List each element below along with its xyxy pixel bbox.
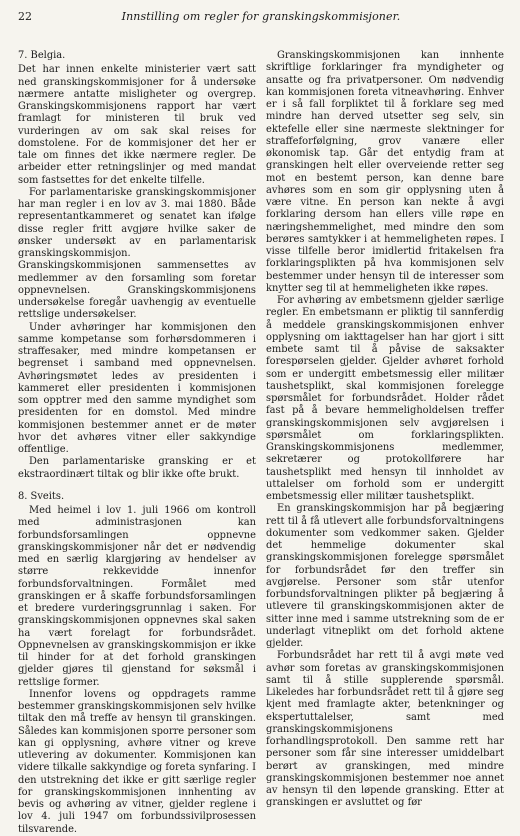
left-column — [18, 50, 256, 836]
paragraph: Innenfor lovens og oppdragets ramme bestemmer granskingskommisjonen selv hvilke tiltak den må treffe av hensyn til granskingen. Således kan kommisjonen sporre personer som kan gi opplysning, avhøre vitner og kreve utlevering av dokumenter. Kommisjonen kan videre tilkalle sakkyndige og foreta synfaring. I den utstrekning det ikke er gitt særlige regler for granskingskommisjonen innhenting av bevis og avhøring av vitner, gjelder reglene i lov 4. juli 1947 om forbundssivilprosessen tilsvarende. — [18, 688, 256, 835]
running-title: Innstilling om regler for granskingskommisjoner. — [121, 10, 401, 23]
paragraph: En granskingskommisjon har på begjæring rett til å få utlevert alle forbundsforvaltningens dokumenter som vedkommer saken. Gjelder det hemmelige dokumenter skal granskingskommisjonen forelegge spørsmålet for forbundsrådet før den treffer sin avgjørelse. Personer som står utenfor forbundsforvaltningen plikter på begjæring å utlevere til granskingskommisjonen akter de sitter inne med i samme utstrekning som de er underlagt vitneplikt om det forhold aktene gjelder. — [266, 503, 504, 649]
paragraph: Med heimel i lov 1. juli 1966 om kontroll med administrasjonen kan forbundsforsamlingen oppnevne granskingskommisjoner når det er nødvendig med en særlig klargjøring av hendelser av større rekkevidde innenfor forbundsforvaltningen. Formålet med granskingen er å skaffe forbundsforsamlingen et bredere vurderingsgrunnlag i saken. For granskingskommisjonen oppnevnes skal saken ha vært forelagt for forbundsrådet. Oppnevnelsen av granskingskommisjon er ikke til hinder for at det forhold granskingen gjelder gjøres til gjenstand for søksmål i rettslige former. — [18, 505, 256, 688]
paragraph: Granskingskommisjonen kan innhente skriftlige forklaringer fra myndigheter og ansatte og fra privatpersoner. Om nødvendig kan kommisjonen foreta vitneavhøring. Enhver er i så fall forpliktet til å forklare seg med mindre han derved utsetter seg selv, sin ektefelle eller sine nærmeste slektninger for straffeforfølgning, grov vanære eller økonomisk tap. Går det entydig fram at granskingen helt eller overveiende retter seg mot en bestemt person, kan denne bare avhøres som en som gir opplysning uten å være vitne. En person kan nekte å avgi forklaring dersom han ellers ville røpe en næringshemmelighet, med mindre den som berøres samtykker i at hemmeligheten røpes. I visse tilfelle beror imidlertid fritakelsen fra forklaringsplikten på hva kommisjonen selv bestemmer under hensyn til de interesser som knytter seg til at hemmeligheten ikke røpes. — [266, 50, 504, 294]
right-column — [266, 50, 504, 836]
paragraph: Under avhøringer har kommisjonen den samme kompetanse som forhørsdommeren i straffesaker, med mindre kompetansen er begrenset i samband med oppnevnelsen. Avhøringsmøtet ledes av presidenten i kammeret eller presidenten i kommisjonen som opptrer med den samme myndighet som presidenten for en domstol. Med mindre kommisjonen bestemmer annet er de møter hvor det avhøres vitner eller sakkyndige offentlige. — [18, 321, 256, 455]
section-heading-sveits: 8. Sveits. — [18, 490, 65, 502]
paragraph: Den parlamentariske gransking er et ekstraordinært tiltak og blir ikke ofte brukt. — [18, 456, 256, 480]
text-columns — [18, 50, 504, 836]
paragraph: Forbundsrådet har rett til å avgi møte ved avhør som foretas av granskingskommisjonen samt til å stille supplerende spørsmål. Likeledes har forbundsrådet rett til å gjøre seg kjent med framlagte akter, betenkninger og ekspertuttalelser, samt med granskingskommisjonens forhandlingsprotokoll. Den samme rett har personer som får sine interesser umiddelbart berørt av granskingen, med mindre granskingskommisjonen bestemmer noe annet av hensyn til den løpende gransking. Etter at granskingen er avsluttet og før — [266, 650, 504, 809]
section-gap — [18, 481, 256, 491]
paragraph: Det har innen enkelte ministerier vært satt ned granskingskommisjoner for å undersøke nærmere antatte misligheter og overgrep. Granskingskommisjonens rapport har vært framlagt for ministeren til bruk ved vurderingen av om sak skal reises for domstolene. For de kommisjoner det her er tale om finnes det ikke nærmere regler. De arbeider etter retningslinjer og med mandat som fastsettes for det enkelte tilfelle. — [18, 64, 256, 186]
section-heading-belgia: 7. Belgia. — [18, 50, 66, 61]
paragraph: For parlamentariske granskingskommisjoner har man regler i en lov av 3. mai 1880. Både representantkammeret og senatet kan ifølge disse regler fritt avgjøre hvilke saker de ønsker undersøkt av en parlamentarisk granskingskommisjon. Granskingskommisjonen sammensettes av medlemmer av den forsamling som foretar oppnevnelsen. Granskingskommisjonens undersøkelse foregår uavhengig av eventuelle rettslige undersøkelser. — [18, 186, 256, 321]
page-header — [18, 8, 504, 28]
paragraph: For avhøring av embetsmenn gjelder særlige regler. En embetsmann er pliktig til sannferdig å meddele granskingskommisjonen enhver opplysning om iakttagelser han har gjort i sitt embete samt til å påvise de saksakter forespørselen gjelder. Gjelder avhøret forhold som er undergitt embetsmessig eller militær taushetsplikt, skal kommisjonen forelegge spørsmålet for forbundsrådet. Holder rådet fast på å bevare hemmeligholdelsen treffer granskingskommisjonen selv avgjørelsen i spørsmålet om forklaringsplikten. Granskingskommisjonens medlemmer, sekretærer og protokollførere har taushetsplikt med hensyn til innholdet av uttalelser om forhold som er undergitt embetsmessig eller militær taushetsplikt. — [266, 295, 504, 502]
page-number: 22 — [18, 10, 32, 23]
